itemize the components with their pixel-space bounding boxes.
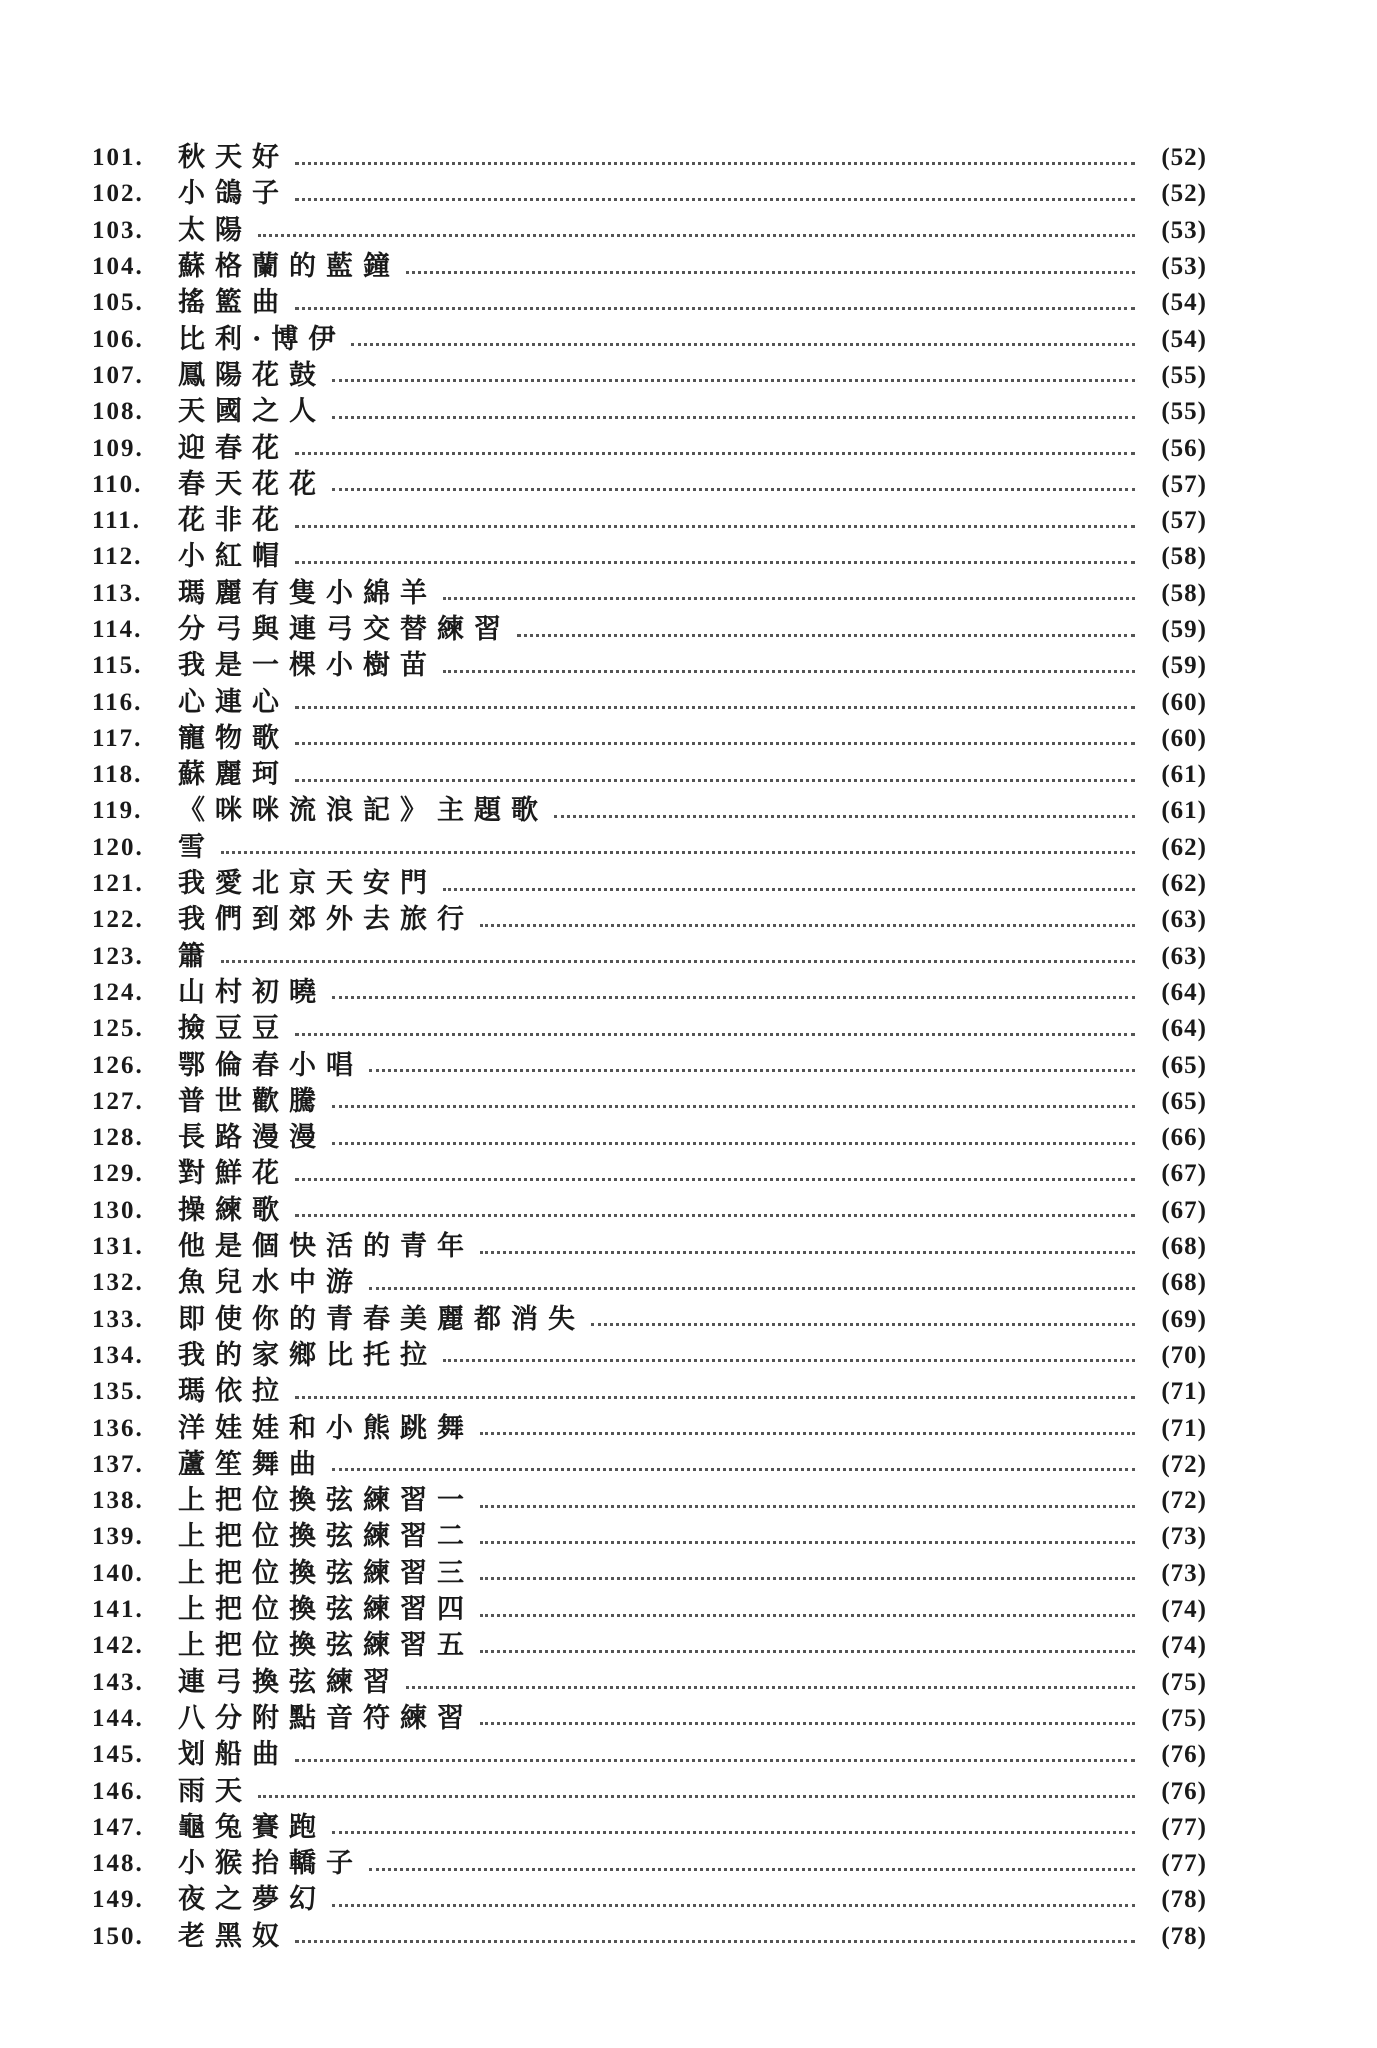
dot-leader [295,742,1135,745]
entry-page-number: (71) [1161,1414,1207,1442]
entry-number: 148. [92,1850,144,1878]
entry-title: 上把位換弦練習五 [178,1630,474,1662]
toc-entry [92,176,1207,212]
entry-title: 划船曲 [178,1739,289,1771]
entry-title: 魚兒水中游 [178,1267,363,1299]
dot-leader [351,343,1135,346]
entry-title: 即使你的青春美麗都消失 [178,1303,585,1335]
toc-entry [92,1229,1207,1265]
toc-entry [92,467,1207,503]
entry-number: 117. [92,724,143,752]
dot-leader [295,1178,1135,1181]
dot-leader [517,634,1135,637]
entry-number: 129. [92,1160,144,1188]
dot-leader [480,1505,1135,1508]
dot-leader [295,452,1135,455]
entry-title: 上把位換弦練習二 [178,1521,474,1553]
dot-leader [480,924,1135,927]
toc-entry [92,721,1207,757]
entry-number: 149. [92,1886,144,1914]
toc-entry [92,1919,1207,1955]
toc-entry [92,1193,1207,1229]
toc-entry [92,866,1207,902]
toc-entry [92,394,1207,430]
dot-leader [332,379,1135,382]
dot-leader [295,1396,1135,1399]
entry-number: 116. [92,688,143,716]
dot-leader [443,597,1135,600]
entry-page-number: (61) [1161,797,1207,825]
toc-entry [92,684,1207,720]
entry-title: 對鮮花 [178,1158,289,1190]
entry-title: 花非花 [178,505,289,537]
entry-number: 125. [92,1015,144,1043]
entry-number: 101. [92,144,144,172]
entry-title: 上把位換弦練習三 [178,1557,474,1589]
toc-entry [92,612,1207,648]
entry-page-number: (52) [1161,180,1207,208]
entry-page-number: (61) [1161,761,1207,789]
entry-number: 109. [92,434,144,462]
dot-leader [406,271,1135,274]
dot-leader [295,307,1135,310]
toc-entry [92,576,1207,612]
entry-title: 瑪麗有隻小綿羊 [178,577,437,609]
toc-entry [92,1882,1207,1918]
entry-title: 山村初曉 [178,976,326,1008]
entry-number: 114. [92,616,143,643]
entry-title: 我愛北京天安門 [178,868,437,900]
toc-entry [92,1846,1207,1882]
toc-entry [92,539,1207,575]
dot-leader [295,561,1135,564]
entry-title: 《咪咪流浪記》主題歌 [178,795,548,827]
entry-page-number: (78) [1161,1886,1207,1914]
entry-page-number: (63) [1161,906,1207,934]
toc-entry [92,1628,1207,1664]
entry-page-number: (55) [1161,361,1207,389]
dot-leader [332,1904,1135,1907]
entry-page-number: (54) [1161,289,1207,317]
toc-entry [92,1737,1207,1773]
dot-leader [554,815,1135,818]
entry-title: 天國之人 [178,396,326,428]
entry-page-number: (64) [1161,1015,1207,1043]
entry-title: 寵物歌 [178,722,289,754]
toc-entry [92,1664,1207,1700]
entry-number: 143. [92,1668,144,1696]
dot-leader [295,1759,1135,1762]
entry-page-number: (60) [1161,688,1207,716]
toc-entry [92,939,1207,975]
table-of-contents [92,140,1207,1955]
entry-number: 122. [92,906,144,934]
toc-entry [92,1120,1207,1156]
entry-title: 我是一棵小樹苗 [178,650,437,682]
entry-number: 138. [92,1487,144,1515]
entry-title: 迎春花 [178,432,289,464]
entry-title: 比利·博伊 [178,323,346,355]
entry-page-number: (73) [1161,1559,1207,1587]
entry-number: 135. [92,1378,144,1406]
entry-title: 鳳陽花鼓 [178,359,326,391]
entry-page-number: (55) [1161,398,1207,426]
entry-page-number: (75) [1161,1704,1207,1732]
dot-leader [295,198,1135,201]
dot-leader [332,416,1135,419]
dot-leader [332,1105,1135,1108]
entry-title: 撿豆豆 [178,1013,289,1045]
dot-leader [295,1214,1135,1217]
entry-number: 132. [92,1269,144,1297]
entry-number: 137. [92,1450,144,1478]
dot-leader [258,234,1135,237]
entry-title: 他是個快活的青年 [178,1231,474,1263]
toc-entry [92,793,1207,829]
entry-title: 龜兔賽跑 [178,1811,326,1843]
dot-leader [221,851,1135,854]
entry-number: 130. [92,1196,144,1224]
dot-leader [480,1251,1135,1254]
entry-page-number: (74) [1161,1632,1207,1660]
entry-number: 142. [92,1632,144,1660]
dot-leader [480,1722,1135,1725]
entry-page-number: (76) [1161,1777,1207,1805]
entry-page-number: (56) [1161,434,1207,462]
toc-entry [92,140,1207,176]
dot-leader [295,779,1135,782]
entry-page-number: (65) [1161,1087,1207,1115]
entry-title: 我的家鄉比托拉 [178,1339,437,1371]
dot-leader [406,1686,1135,1689]
entry-page-number: (72) [1161,1487,1207,1515]
toc-entry [92,1047,1207,1083]
entry-page-number: (73) [1161,1523,1207,1551]
entry-page-number: (57) [1161,507,1207,535]
dot-leader [443,670,1135,673]
entry-number: 115. [92,652,143,680]
entry-page-number: (58) [1161,579,1207,607]
entry-title: 雪 [178,831,215,863]
toc-entry [92,648,1207,684]
toc-entry [92,1084,1207,1120]
entry-page-number: (57) [1161,470,1207,498]
entry-number: 113. [92,579,143,607]
entry-page-number: (59) [1161,616,1207,643]
entry-title: 搖籃曲 [178,287,289,319]
toc-entry [92,1156,1207,1192]
toc-entry [92,1410,1207,1446]
entry-number: 136. [92,1414,144,1442]
entry-page-number: (62) [1161,833,1207,861]
dot-leader [332,1142,1135,1145]
entry-page-number: (77) [1161,1813,1207,1841]
entry-number: 134. [92,1341,144,1369]
entry-title: 上把位換弦練習一 [178,1485,474,1517]
entry-page-number: (53) [1161,253,1207,281]
entry-page-number: (68) [1161,1233,1207,1261]
dot-leader [480,1577,1135,1580]
entry-page-number: (52) [1161,144,1207,172]
entry-title: 長路漫漫 [178,1122,326,1154]
entry-page-number: (77) [1161,1850,1207,1878]
entry-title: 分弓與連弓交替練習 [178,614,511,645]
entry-page-number: (53) [1161,216,1207,244]
entry-title: 蘇格蘭的藍鐘 [178,251,400,283]
toc-entry [92,249,1207,285]
entry-page-number: (71) [1161,1378,1207,1406]
entry-number: 106. [92,325,144,353]
entry-page-number: (54) [1161,325,1207,353]
entry-number: 127. [92,1087,144,1115]
entry-title: 簫 [178,940,215,972]
dot-leader [332,1831,1135,1834]
entry-number: 123. [92,942,144,970]
entry-number: 112. [92,543,143,571]
entry-title: 心連心 [178,686,289,718]
dot-leader [258,1795,1135,1798]
entry-number: 103. [92,216,144,244]
entry-page-number: (76) [1161,1741,1207,1769]
entry-title: 我們到郊外去旅行 [178,904,474,936]
dot-leader [480,1650,1135,1653]
dot-leader [443,1359,1135,1362]
dot-leader [221,960,1135,963]
toc-entry [92,1374,1207,1410]
dot-leader [332,488,1135,491]
entry-page-number: (74) [1161,1596,1207,1624]
entry-number: 145. [92,1741,144,1769]
toc-entry [92,1810,1207,1846]
entry-number: 150. [92,1922,144,1950]
dot-leader [480,1541,1135,1544]
entry-title: 夜之夢幻 [178,1884,326,1916]
toc-entry [92,975,1207,1011]
toc-entry [92,1265,1207,1301]
toc-entry [92,1592,1207,1628]
entry-title: 上把位換弦練習四 [178,1594,474,1626]
toc-entry [92,902,1207,938]
entry-number: 110. [92,470,143,498]
entry-title: 小猴抬轎子 [178,1848,363,1880]
entry-title: 操練歌 [178,1194,289,1226]
entry-page-number: (75) [1161,1668,1207,1696]
entry-number: 147. [92,1813,144,1841]
entry-title: 連弓換弦練習 [178,1666,400,1698]
toc-entry [92,1447,1207,1483]
entry-number: 120. [92,833,144,861]
entry-title: 瑪依拉 [178,1376,289,1408]
toc-entry [92,321,1207,357]
entry-number: 124. [92,978,144,1006]
entry-number: 126. [92,1051,144,1079]
toc-entry [92,1302,1207,1338]
entry-number: 107. [92,361,144,389]
entry-number: 105. [92,289,144,317]
entry-number: 128. [92,1124,144,1152]
entry-page-number: (60) [1161,724,1207,752]
dot-leader [369,1287,1135,1290]
entry-number: 131. [92,1233,144,1261]
dot-leader [295,1940,1135,1943]
toc-entry [92,503,1207,539]
dot-leader [369,1069,1135,1072]
toc-entry [92,213,1207,249]
entry-number: 139. [92,1523,144,1551]
toc-entry [92,1773,1207,1809]
entry-number: 121. [92,870,144,898]
entry-title: 蘇麗珂 [178,759,289,791]
entry-page-number: (59) [1161,652,1207,680]
entry-title: 八分附點音符練習 [178,1702,474,1734]
toc-entry [92,1338,1207,1374]
entry-title: 洋娃娃和小熊跳舞 [178,1412,474,1444]
entry-title: 老黑奴 [178,1920,289,1952]
entry-page-number: (72) [1161,1450,1207,1478]
toc-entry [92,1556,1207,1592]
entry-number: 111. [92,507,141,535]
toc-entry [92,1701,1207,1737]
entry-title: 小鴿子 [178,178,289,210]
dot-leader [295,1033,1135,1036]
entry-page-number: (67) [1161,1196,1207,1224]
dot-leader [295,706,1135,709]
entry-page-number: (78) [1161,1922,1207,1950]
entry-title: 蘆笙舞曲 [178,1448,326,1480]
dot-leader [332,996,1135,999]
entry-page-number: (65) [1161,1051,1207,1079]
entry-title: 雨天 [178,1775,252,1807]
entry-page-number: (67) [1161,1160,1207,1188]
entry-page-number: (58) [1161,543,1207,571]
dot-leader [295,162,1135,165]
entry-page-number: (69) [1161,1305,1207,1333]
entry-title: 春天花花 [178,468,326,500]
entry-number: 141. [92,1596,144,1624]
toc-entry [92,1011,1207,1047]
toc-entry [92,1483,1207,1519]
dot-leader [295,525,1135,528]
dot-leader [369,1868,1135,1871]
entry-title: 小紅帽 [178,541,289,573]
entry-page-number: (64) [1161,978,1207,1006]
entry-title: 太陽 [178,214,252,246]
entry-number: 146. [92,1777,144,1805]
entry-page-number: (62) [1161,870,1207,898]
entry-page-number: (70) [1161,1341,1207,1369]
entry-number: 144. [92,1704,144,1732]
entry-number: 119. [92,797,143,825]
entry-number: 140. [92,1559,144,1587]
toc-entry [92,757,1207,793]
entry-title: 普世歡騰 [178,1085,326,1117]
toc-entry [92,358,1207,394]
entry-number: 133. [92,1305,144,1333]
toc-entry [92,830,1207,866]
entry-title: 鄂倫春小唱 [178,1049,363,1081]
toc-entry [92,285,1207,321]
dot-leader [480,1432,1135,1435]
dot-leader [443,888,1135,891]
entry-page-number: (66) [1161,1124,1207,1152]
entry-title: 秋天好 [178,142,289,174]
entry-page-number: (68) [1161,1269,1207,1297]
entry-number: 108. [92,398,144,426]
toc-entry [92,430,1207,466]
dot-leader [332,1468,1135,1471]
toc-entry [92,1519,1207,1555]
dot-leader [591,1323,1135,1326]
entry-number: 118. [92,761,143,789]
entry-number: 102. [92,180,144,208]
dot-leader [480,1614,1135,1617]
entry-page-number: (63) [1161,942,1207,970]
entry-number: 104. [92,253,144,281]
